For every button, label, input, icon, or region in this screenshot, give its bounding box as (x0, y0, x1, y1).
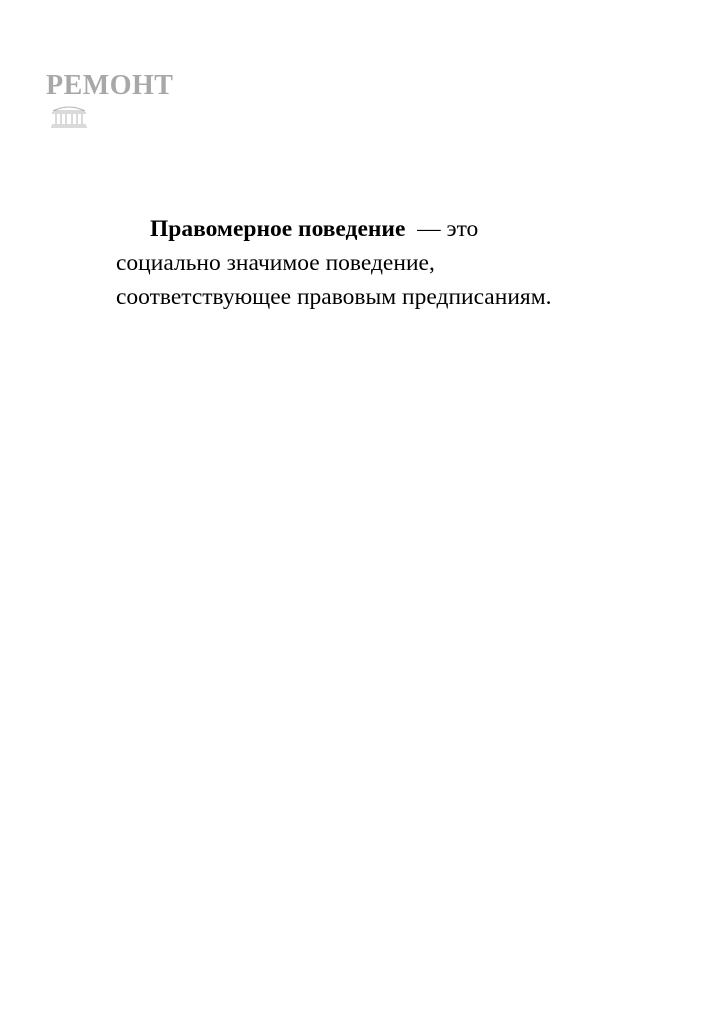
watermark-logo (46, 72, 176, 132)
definition-dash: — (417, 216, 441, 242)
definition-paragraph (116, 212, 636, 314)
definition-line2: социально значимое поведение, (116, 250, 435, 276)
definition-line3: соответствующее правовым предписаниям. (116, 284, 552, 310)
defined-term: Правомерное поведение (150, 216, 406, 242)
definition-line1-rest: это (446, 216, 479, 242)
watermark-text: РЕМОНТ (46, 70, 174, 101)
building-emblem-icon (50, 104, 88, 128)
